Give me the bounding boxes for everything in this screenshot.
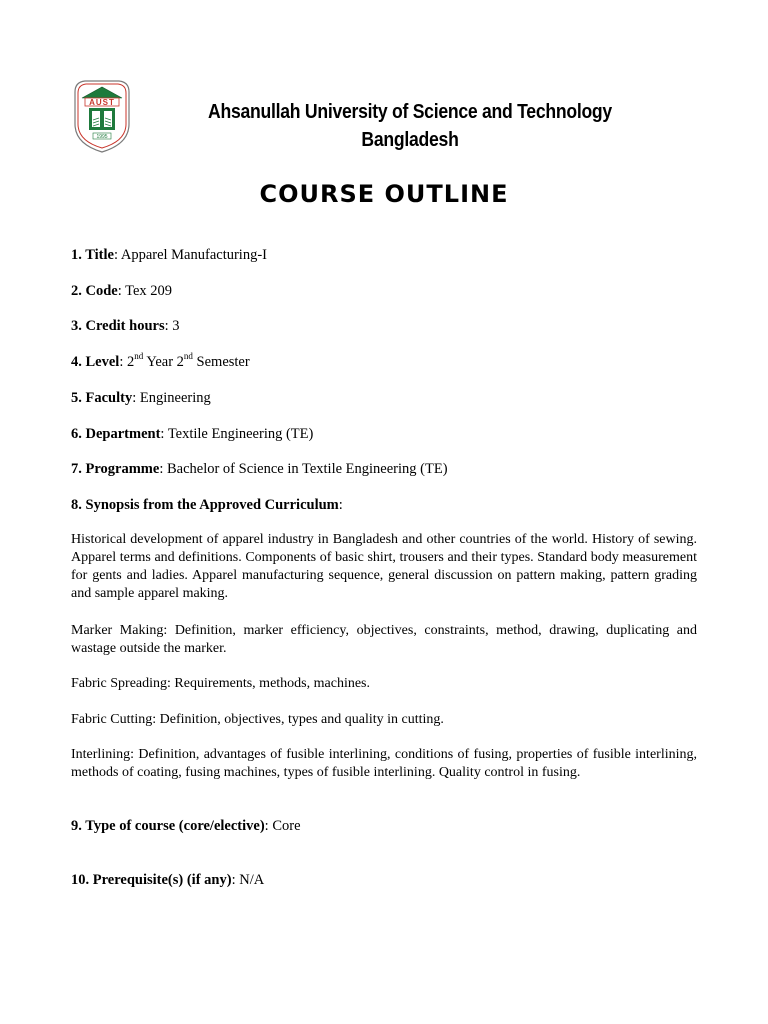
level-year-number: 2 bbox=[126, 354, 135, 370]
field-separator: : bbox=[231, 872, 240, 888]
synopsis-paragraph: Marker Making: Definition, marker efficiency, objectives, constraints, method, drawing, duplicating and wastage outside the marker. bbox=[71, 623, 697, 656]
synopsis-paragraph: Interlining: Definition, advantages of fusible interlining, conditions of fusing, properties of fusible interlining, methods of coating, fusing machines, types of fusible interlining. Quality control in fusing. bbox=[71, 747, 697, 780]
field-separator: : bbox=[119, 354, 127, 370]
field-title bbox=[71, 246, 267, 264]
logo-year: 1995 bbox=[96, 134, 108, 140]
field-value: Core bbox=[272, 818, 301, 834]
field-value: Apparel Manufacturing-I bbox=[120, 247, 267, 263]
field-department bbox=[71, 425, 313, 443]
level-semester-suffix: nd bbox=[183, 351, 193, 362]
level-semester-number: 2 bbox=[176, 354, 184, 370]
university-name: Ahsanullah University of Science and Technology bbox=[208, 101, 612, 123]
field-prerequisites bbox=[71, 871, 264, 889]
university-country: Bangladesh bbox=[361, 129, 459, 151]
field-code bbox=[71, 282, 172, 300]
field-separator: : bbox=[113, 247, 121, 263]
field-separator: : bbox=[160, 426, 168, 442]
field-separator: : bbox=[159, 461, 167, 477]
field-value: 3 bbox=[172, 318, 180, 334]
synopsis-paragraph: Historical development of apparel industry in Bangladesh and other countries of the world. History of sewing. Apparel terms and definitions. Components of basic shirt, trousers and their types. Standard body measurement for gents and ladies. Apparel manufacturing sequence, general discussion on pattern making, pattern grading and sample apparel making. bbox=[71, 532, 697, 601]
field-separator: : bbox=[338, 497, 343, 513]
field-separator: : bbox=[132, 390, 140, 406]
level-semester-word: Semester bbox=[192, 354, 250, 370]
field-label: 6. Department bbox=[71, 426, 161, 442]
field-value: N/A bbox=[239, 872, 265, 888]
aust-crest-icon bbox=[71, 78, 133, 154]
field-label: 1. Title bbox=[71, 247, 114, 263]
field-value: Engineering bbox=[139, 390, 211, 406]
field-value: Bachelor of Science in Textile Engineering (TE) bbox=[166, 461, 448, 477]
field-value: Textile Engineering (TE) bbox=[167, 426, 314, 442]
field-separator: : bbox=[164, 318, 173, 334]
field-synopsis-heading bbox=[71, 496, 343, 514]
field-faculty bbox=[71, 389, 211, 407]
synopsis-paragraph: Fabric Cutting: Definition, objectives, types and quality in cutting. bbox=[71, 712, 444, 727]
field-value: Tex 209 bbox=[125, 283, 173, 299]
field-course-type bbox=[71, 817, 301, 835]
field-label: 5. Faculty bbox=[71, 390, 133, 406]
field-separator: : bbox=[264, 818, 273, 834]
level-year-suffix: nd bbox=[134, 351, 144, 362]
field-separator: : bbox=[117, 283, 126, 299]
document-title: COURSE OUTLINE bbox=[259, 180, 509, 208]
field-label: 4. Level bbox=[71, 354, 120, 370]
field-label: 2. Code bbox=[71, 283, 118, 299]
level-year-word: Year bbox=[143, 354, 177, 370]
field-label: 3. Credit hours bbox=[71, 318, 165, 334]
field-level bbox=[71, 353, 250, 371]
field-label: 9. Type of course (core/elective) bbox=[71, 818, 265, 834]
field-label: 7. Programme bbox=[71, 461, 160, 477]
synopsis-paragraph: Fabric Spreading: Requirements, methods, machines. bbox=[71, 676, 370, 691]
field-label: 10. Prerequisite(s) (if any) bbox=[71, 872, 232, 888]
logo-text: AUST bbox=[89, 98, 115, 107]
field-programme bbox=[71, 460, 448, 478]
field-credit-hours bbox=[71, 317, 180, 335]
field-label: 8. Synopsis from the Approved Curriculum bbox=[71, 497, 339, 513]
